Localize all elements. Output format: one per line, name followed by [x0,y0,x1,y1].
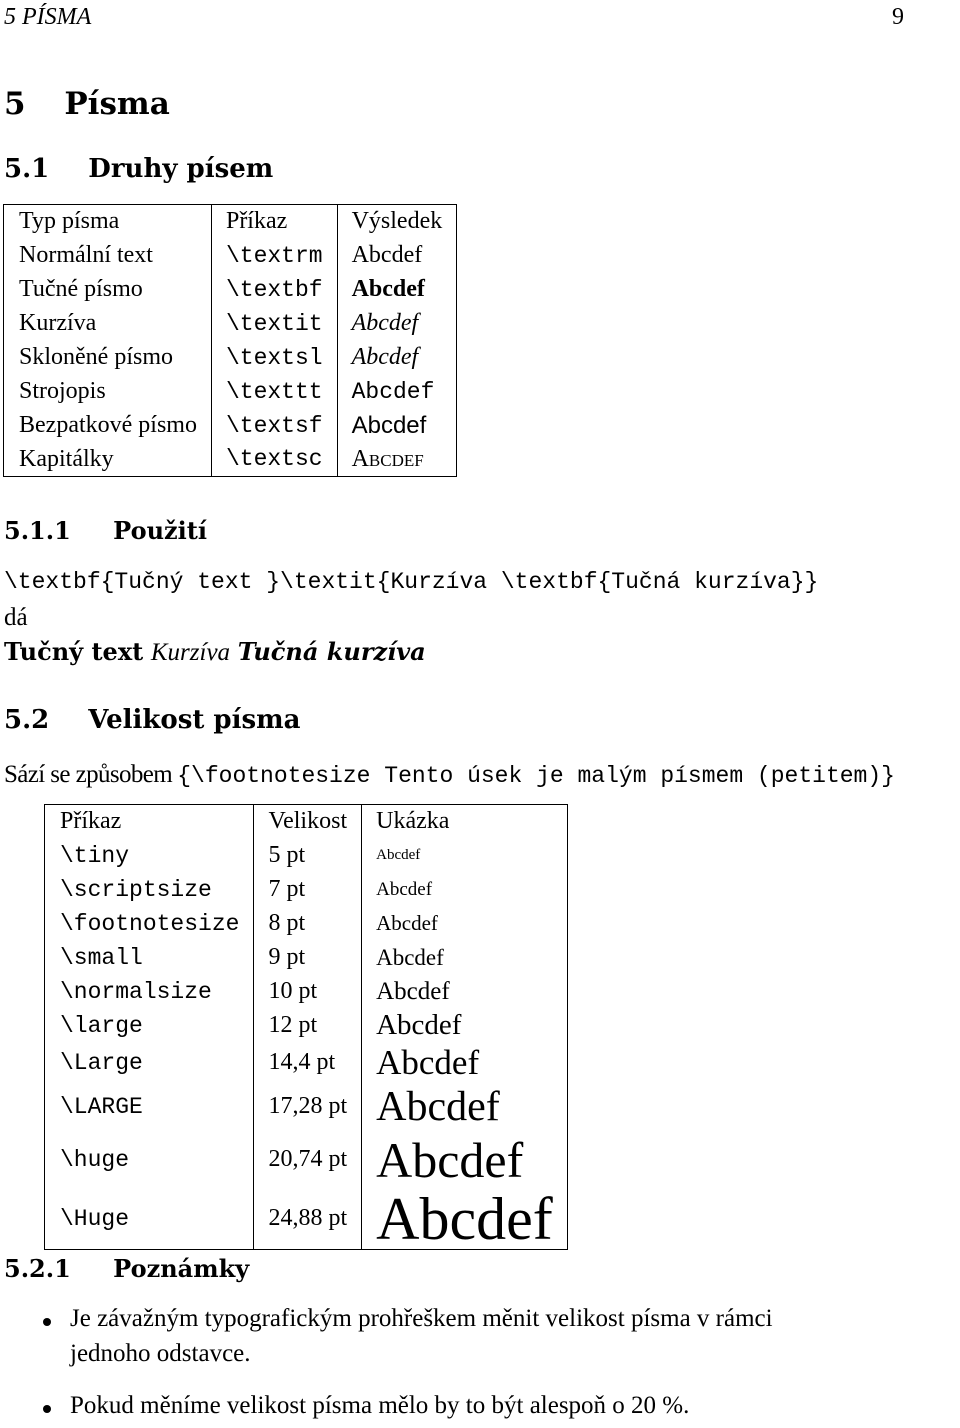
usage-result-bold-italic: Tučná kurzíva [237,637,426,666]
size-sample: Abcdef [362,1043,568,1083]
size-intro [4,761,895,789]
table-row [4,239,457,273]
size-sample: Abcdef [362,1189,568,1250]
font-command: \textbf [211,273,337,307]
running-head [4,4,904,31]
subsection-number: 5.1 [4,154,50,184]
font-result: Abcdef [337,273,457,307]
table-row [45,839,568,873]
usage-result-bold: Tučný text [4,637,144,666]
subsection-heading-druhy-pisem [4,154,273,184]
table-row [4,341,457,375]
subsubsection-heading-poznamky [4,1254,249,1283]
table-row [4,273,457,307]
size-command: \footnotesize [60,910,240,937]
size-sample: Abcdef [362,1083,568,1131]
subsection-title: Druhy písem [88,154,274,184]
size-sample: Abcdef [362,1009,568,1043]
table-header-row [4,205,457,239]
usage-code: \textbf{Tučný text }\textit{Kurzíva \textbf{Tučná kurzíva}} [4,569,819,595]
font-command: \texttt [211,375,337,409]
font-command: \textit [211,307,337,341]
size-command: \Large [60,1049,143,1076]
font-type-name: Kurzíva [19,310,97,336]
font-command: \textrm [211,239,337,273]
section-heading [4,86,170,122]
size-sample: Abcdef [362,941,568,975]
font-result: Abcdef [337,239,457,273]
font-result: Abcdef [337,375,457,409]
size-value: 12 pt [254,1009,362,1043]
table-row [4,409,457,443]
size-value: 8 pt [254,907,362,941]
table-row [45,1189,568,1250]
font-types-table [3,204,457,477]
subsection-number: 5.2 [4,705,50,735]
size-command: \large [60,1012,143,1039]
size-intro-code: {\footnotesize Tento úsek je malým písmem (petitem)} [177,763,895,789]
table-row [45,873,568,907]
table-header-row [45,805,568,839]
section-number: 5 [4,86,26,122]
table-row [45,941,568,975]
size-command: \small [60,944,143,971]
table-row [45,1043,568,1083]
table-row [4,375,457,409]
section-title: Písma [64,86,170,122]
size-value: 17,28 pt [254,1083,362,1131]
font-command: \textsc [211,443,337,477]
size-intro-text: Sází se způsobem [4,761,173,788]
note-2: Pokud měníme velikost písma mělo by to být alespoň o 20 %. [70,1392,690,1419]
table-row [45,1131,568,1189]
font-size-table [44,804,568,1250]
bullet-icon [43,1405,51,1413]
table-row [45,907,568,941]
size-command: \LARGE [60,1093,143,1120]
font-type-name: Strojopis [19,378,106,404]
size-command: \tiny [60,842,130,869]
font-result: Abcdef [337,443,457,477]
usage-gives: dá [4,604,28,631]
size-sample: Abcdef [362,975,568,1009]
header-ukazka: Ukázka [362,805,568,839]
page-number: 9 [892,4,904,30]
size-sample: Abcdef [362,839,568,873]
size-value: 14,4 pt [254,1043,362,1083]
size-command: \Huge [60,1205,130,1232]
table-row [45,1083,568,1131]
table-row [45,975,568,1009]
font-result: Abcdef [337,409,457,443]
size-sample: Abcdef [362,873,568,907]
font-type-name: Normální text [19,242,153,268]
subsection-title: Velikost písma [88,705,301,735]
table-row [4,307,457,341]
header-velikost: Velikost [254,805,362,839]
subsubsection-heading-pouziti [4,516,207,545]
size-value: 7 pt [254,873,362,907]
subsubsection-number: 5.1.1 [4,516,71,545]
size-command: \huge [60,1146,130,1173]
font-type-name: Tučné písmo [19,276,143,302]
subsubsection-title: Použití [113,516,207,545]
size-sample: Abcdef [362,1131,568,1189]
subsubsection-title: Poznámky [113,1254,250,1283]
header-prikaz: Příkaz [60,808,122,835]
header-prikaz: Příkaz [211,205,337,239]
font-type-name: Kapitálky [19,445,114,472]
usage-result [4,637,426,667]
note-1-line-1: Je závažným typografickým prohřeškem měnit velikost písma v rámci [70,1305,773,1332]
subsubsection-number: 5.2.1 [4,1254,71,1283]
font-command: \textsf [211,409,337,443]
size-value: 20,74 pt [254,1131,362,1189]
subsection-heading-velikost-pisma [4,705,301,735]
note-1-line-2: jednoho odstavce. [70,1340,251,1367]
size-value: 24,88 pt [254,1189,362,1250]
font-result: Abcdef [337,341,457,375]
size-command: \scriptsize [60,876,212,903]
header-typ-pisma: Typ písma [19,208,120,235]
table-row [45,1009,568,1043]
table-row [4,443,457,477]
header-vysledek: Výsledek [337,205,457,239]
font-result: Abcdef [337,307,457,341]
size-sample: Abcdef [362,907,568,941]
usage-result-italic: Kurzíva [150,639,231,666]
size-value: 10 pt [254,975,362,1009]
font-type-name: Bezpatkové písmo [19,412,197,438]
size-value: 9 pt [254,941,362,975]
font-type-name: Skloněné písmo [19,344,173,370]
bullet-icon [43,1318,51,1326]
font-command: \textsl [211,341,337,375]
size-command: \normalsize [60,978,212,1005]
running-head-chapter: 5 PÍSMA [4,4,92,30]
size-value: 5 pt [254,839,362,873]
